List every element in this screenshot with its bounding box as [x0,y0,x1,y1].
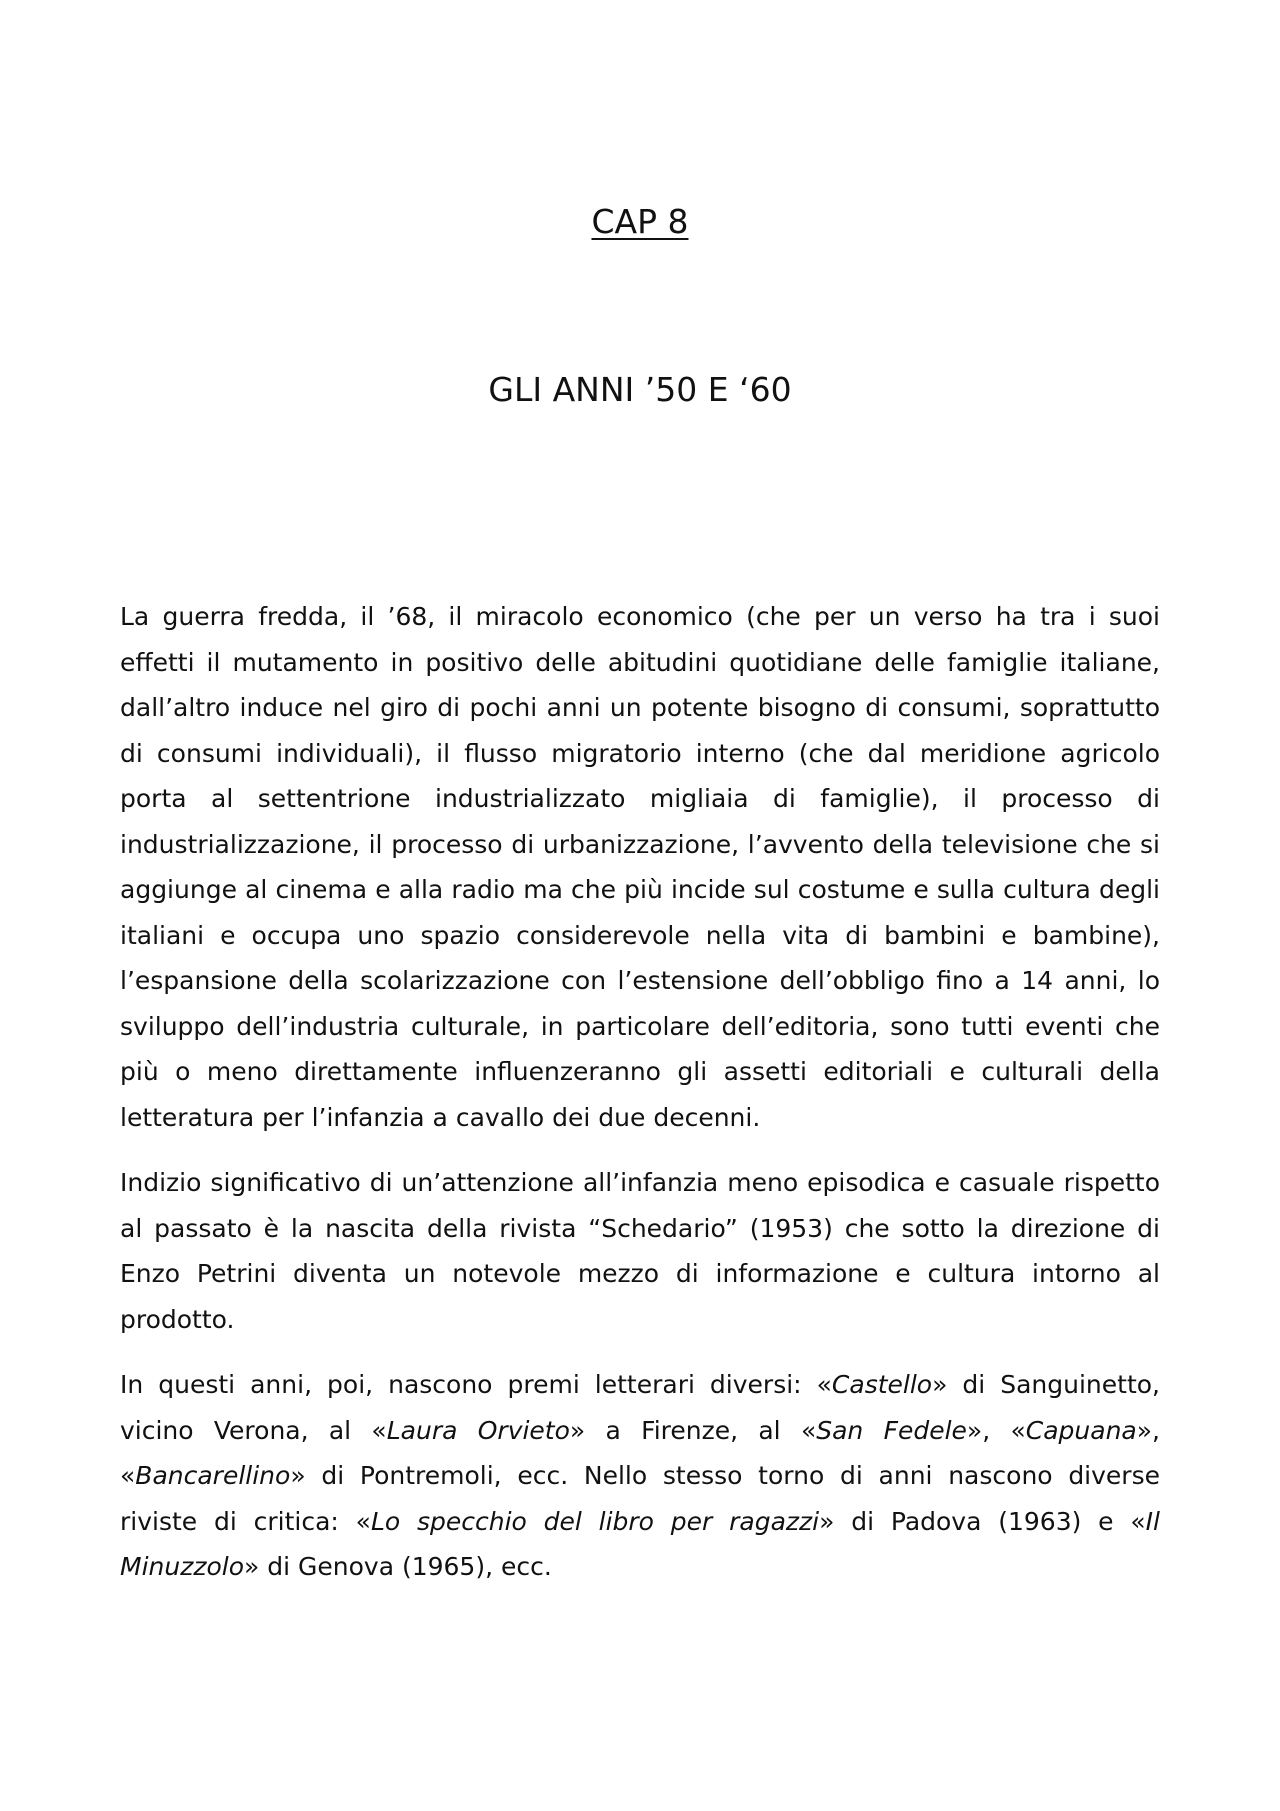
paragraph-3-text: » di Sanguinetto, vicino Verona, al « [120,1370,1161,1445]
prize-title-laura-orvieto: Laura Orvieto [386,1415,570,1445]
chapter-label [0,200,1280,244]
prize-title-san-fedele: San Fedele [816,1415,967,1445]
paragraph-3 [120,1362,1160,1590]
prize-title-capuana: Capuana [1025,1415,1137,1445]
paragraph-2: Indizio significativo di un’attenzione all’infanzia meno episodica e casuale rispetto al passato è la nascita della rivista “Schedario” (1953) che sotto la direzione di Enzo Petrini diventa un notevole mezzo di informazione e cultura intorno al prodotto. [120,1168,1160,1334]
prize-title-castello: Castello [831,1370,933,1399]
chapter-label-text: CAP 8 [591,202,689,241]
paragraph-3-text: » a Firenze, al « [569,1415,817,1445]
paragraph-1: La guerra fredda, il ’68, il miracolo economico (che per un verso ha tra i suoi effetti il mutamento in positivo delle abitudini quotidiane delle famiglie italiane, dall’altro induce nel giro di pochi anni un potente bisogno di consumi, soprattutto di consumi individuali), il flusso migratorio interno (che dal meridione agricolo porta al settentrione industrializzato migliaia di famiglie), il processo di industrializzazione, il processo di urbanizzazione, l’avvento della televisione che si aggiunge al cinema e alla radio ma che più incide sul costume e sulla cultura degli italiani e occupa uno spazio considerevole nella vita di bambini e bambine), l’espansione della scolarizzazione con l’estensione dell’obbligo fino a 14 anni, lo sviluppo dell’industria culturale, in particolare dell’editoria, sono tutti eventi che più o meno direttamente influenzeranno gli assetti editoriali e culturali della letteratura per l’infanzia a cavallo dei due decenni. [120,602,1160,1132]
paragraph-3-text: » di Padova (1963) e « [819,1506,1146,1536]
body-text [120,594,1160,1610]
paragraph-3-text: », « [120,1415,1160,1490]
chapter-title: GLI ANNI ’50 E ‘60 [488,370,792,409]
paragraph-3-text: », « [966,1415,1026,1445]
paragraph-3-text: » di Genova (1965), ecc. [244,1552,552,1581]
paragraph-3-text: » di Pontremoli, ecc. Nello stesso torno di anni nascono diverse riviste di critica: « [120,1461,1160,1536]
journal-title-minuzzolo: Il Minuzzolo [120,1506,1160,1581]
prize-title-bancarellino: Bancarellino [135,1461,291,1490]
journal-title-specchio: Lo specchio del libro per ragazzi [370,1506,820,1536]
paragraph-3-text: In questi anni, poi, nascono premi letterari diversi: « [120,1370,832,1399]
